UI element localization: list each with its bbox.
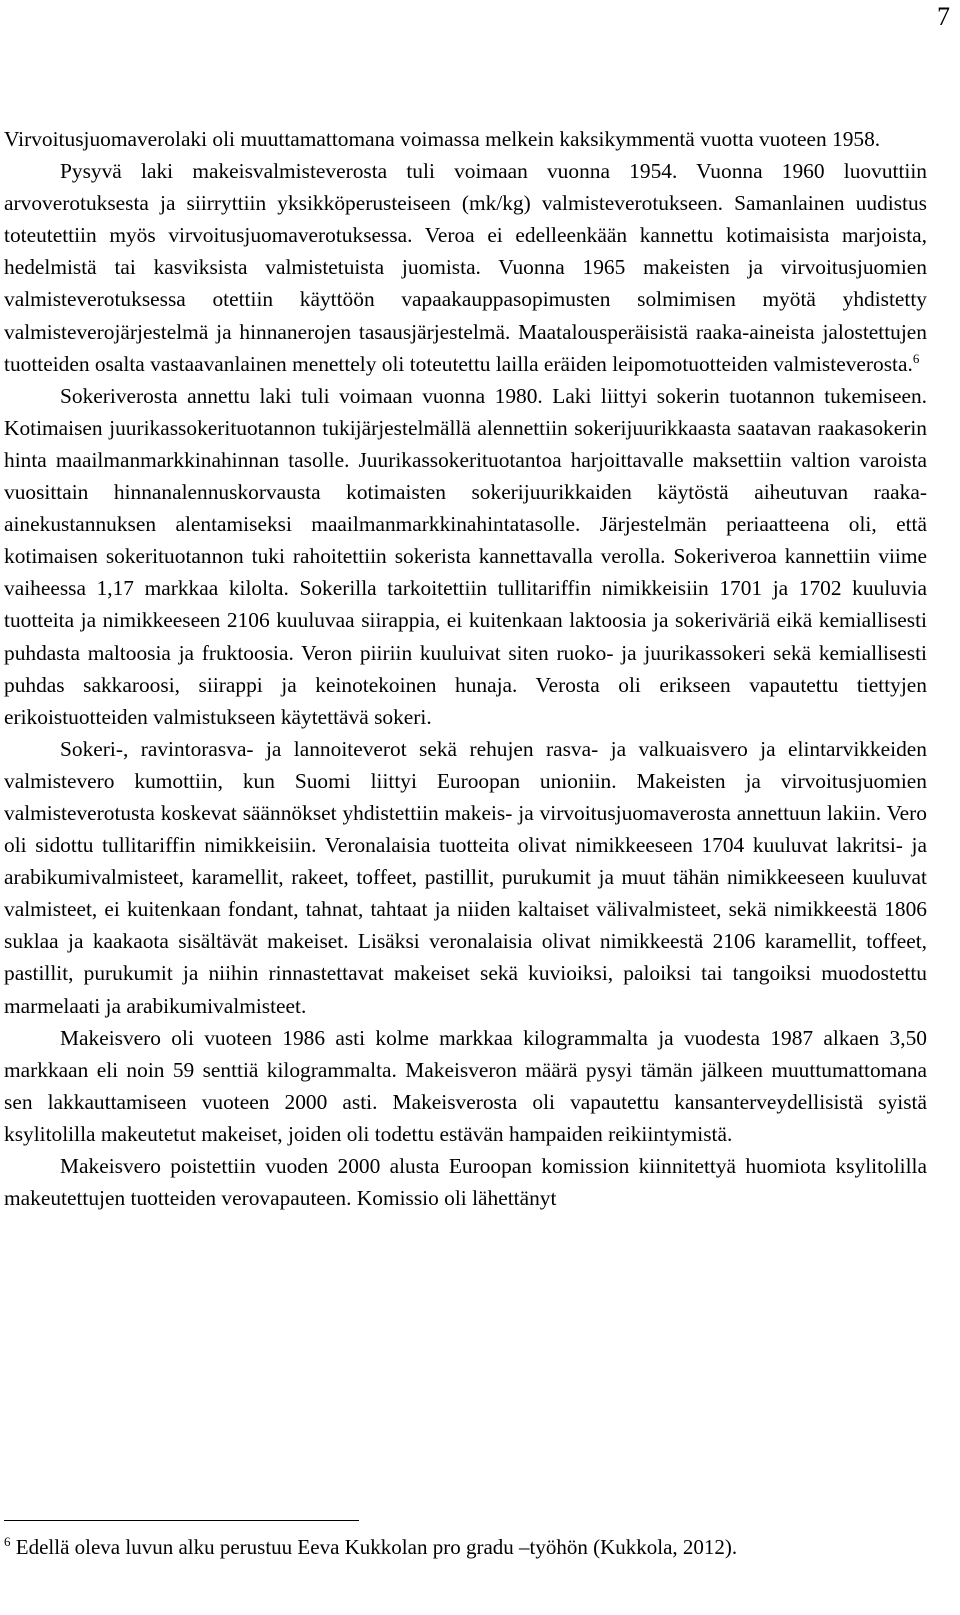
footnote-text: Edellä oleva luvun alku perustuu Eeva Kukkolan pro gradu –työhön (Kukkola, 2012).: [10, 1535, 738, 1559]
body-text: [4, 123, 927, 1214]
paragraph-text: Makeisvero oli vuoteen 1986 asti kolme markkaa kilogrammalta ja vuodesta 1987 alkaen 3,50 markkaan eli noin 59 senttiä kilogrammalta. Makeisveron määrä pysyi tämän jälkeen muuttumattomana sen lakkauttamiseen vuoteen 2000 asti. Makeisverosta oli vapautettu kansanterveydellisistä syistä ksylitolilla makeutetut makeiset, joiden oli todettu estävän hampaiden reikiintymistä.: [4, 1025, 927, 1146]
footnote-reference[interactable]: 6: [912, 350, 920, 366]
paragraph: [4, 155, 927, 380]
footnote-divider: [4, 1520, 359, 1521]
footnote: [4, 1532, 927, 1562]
footnote-marker: 6: [4, 1534, 11, 1549]
paragraph: [4, 1022, 927, 1150]
paragraph-text: Sokeri-, ravintorasva- ja lannoiteverot sekä rehujen rasva- ja valkuaisvero ja elintarvikkeiden valmistevero kumottiin, kun Suomi liittyi Euroopan unioniin. Makeisten ja virvoitusjuomien valmisteverotusta koskevat säännökset yhdistettiin makeis- ja virvoitusjuomaverosta annettuun lakiin. Vero oli sidottu tullitariffin nimikkeisiin. Veronalaisia tuotteita olivat nimikkeeseen 1704 kuuluvat lakritsi- ja arabikumivalmisteet, karamellit, rakeet, toffeet, pastillit, purukumit ja muut tähän nimikkeeseen kuuluvat valmisteet, ei kuitenkaan fondant, tahnat, tahtaat ja niiden kaltaiset välivalmisteet, sekä nimikkeestä 1806 suklaa ja kaakaota sisältävät makeiset. Lisäksi veronalaisia olivat nimikkeestä 2106 karamellit, toffeet, pastillit, purukumit ja niihin rinnastettavat makeiset sekä kuvioiksi, paloiksi tai tangoiksi muodostettu marmelaati ja arabikumivalmisteet.: [4, 736, 927, 1018]
paragraph-text: Virvoitusjuomaverolaki oli muuttamattomana voimassa melkein kaksikymmentä vuotta vuoteen 1958.: [4, 127, 881, 151]
paragraph-text: Makeisvero poistettiin vuoden 2000 alusta Euroopan komission kiinnitettyä huomiota ksylitolilla makeutettujen tuotteiden verovapauteen. Komissio oli lähettänyt: [4, 1154, 927, 1211]
paragraph: [4, 1150, 927, 1214]
paragraph-text: Sokeriverosta annettu laki tuli voimaan vuonna 1980. Laki liittyi sokerin tuotannon tukemiseen. Kotimaisen juurikassokerituotannon tukijärjestelmällä alennettiin sokerijuurikkaasta saatavan raakasokerin hinta maailmanmarkkinahinnan tasolle. Juurikassokerituotantoa harjoittavalle maksettiin valtion varoista vuosittain hinnanalennuskorvausta kotimaisten sokerijuurikkaiden käytöstä aiheutuvan raaka-ainekustannuksen alentamiseksi maailmanmarkkinahintatasolle. Järjestelmän periaatteena oli, että kotimaisen sokerituotannon tuki rahoitettiin sokerista kannettavalla verolla. Sokeriveroa kannettiin viime vaiheessa 1,17 markkaa kilolta. Sokerilla tarkoitettiin tullitariffin nimikkeisiin 1701 ja 1702 kuuluvia tuotteita ja nimikkeeseen 2106 kuuluvaa siirappia, ei kuitenkaan laktoosia ja sokeriväriä eikä kemiallisesti puhdasta maltoosia ja fruktoosia. Veron piiriin kuuluivat siten ruoko- ja juurikassokeri sekä kemiallisesti puhdas sakkaroosi, siirappi ja keinotekoinen hunaja. Verosta oli erikseen vapautettu tiettyjen erikoistuotteiden valmistukseen käytettävä sokeri.: [4, 383, 927, 729]
paragraph-text: Pysyvä laki makeisvalmisteverosta tuli voimaan vuonna 1954. Vuonna 1960 luovuttiin arvoverotuksesta ja siirryttiin yksikköperusteiseen (mk/kg) valmisteverotukseen. Samanlainen uudistus toteutettiin myös virvoitusjuomaverotuksessa. Veroa ei edelleenkään kannettu kotimaisista marjoista, hedelmistä tai kasviksista valmistetuista juomista. Vuonna 1965 makeisten ja virvoitusjuomien valmisteverotuksessa otettiin käyttöön vapaakauppasopimusten solmimisen myötä yhdistetty valmisteverojärjestelmä ja hinnanerojen tasausjärjestelmä. Maatalousperäisistä raaka-aineista jalostettujen tuotteiden osalta vastaavanlainen menettely oli toteutettu lailla eräiden leipomotuotteiden valmisteverosta.: [4, 159, 927, 376]
paragraph: [4, 380, 927, 733]
paragraph: [4, 123, 927, 155]
page-number: 7: [937, 2, 950, 31]
paragraph: [4, 733, 927, 1022]
